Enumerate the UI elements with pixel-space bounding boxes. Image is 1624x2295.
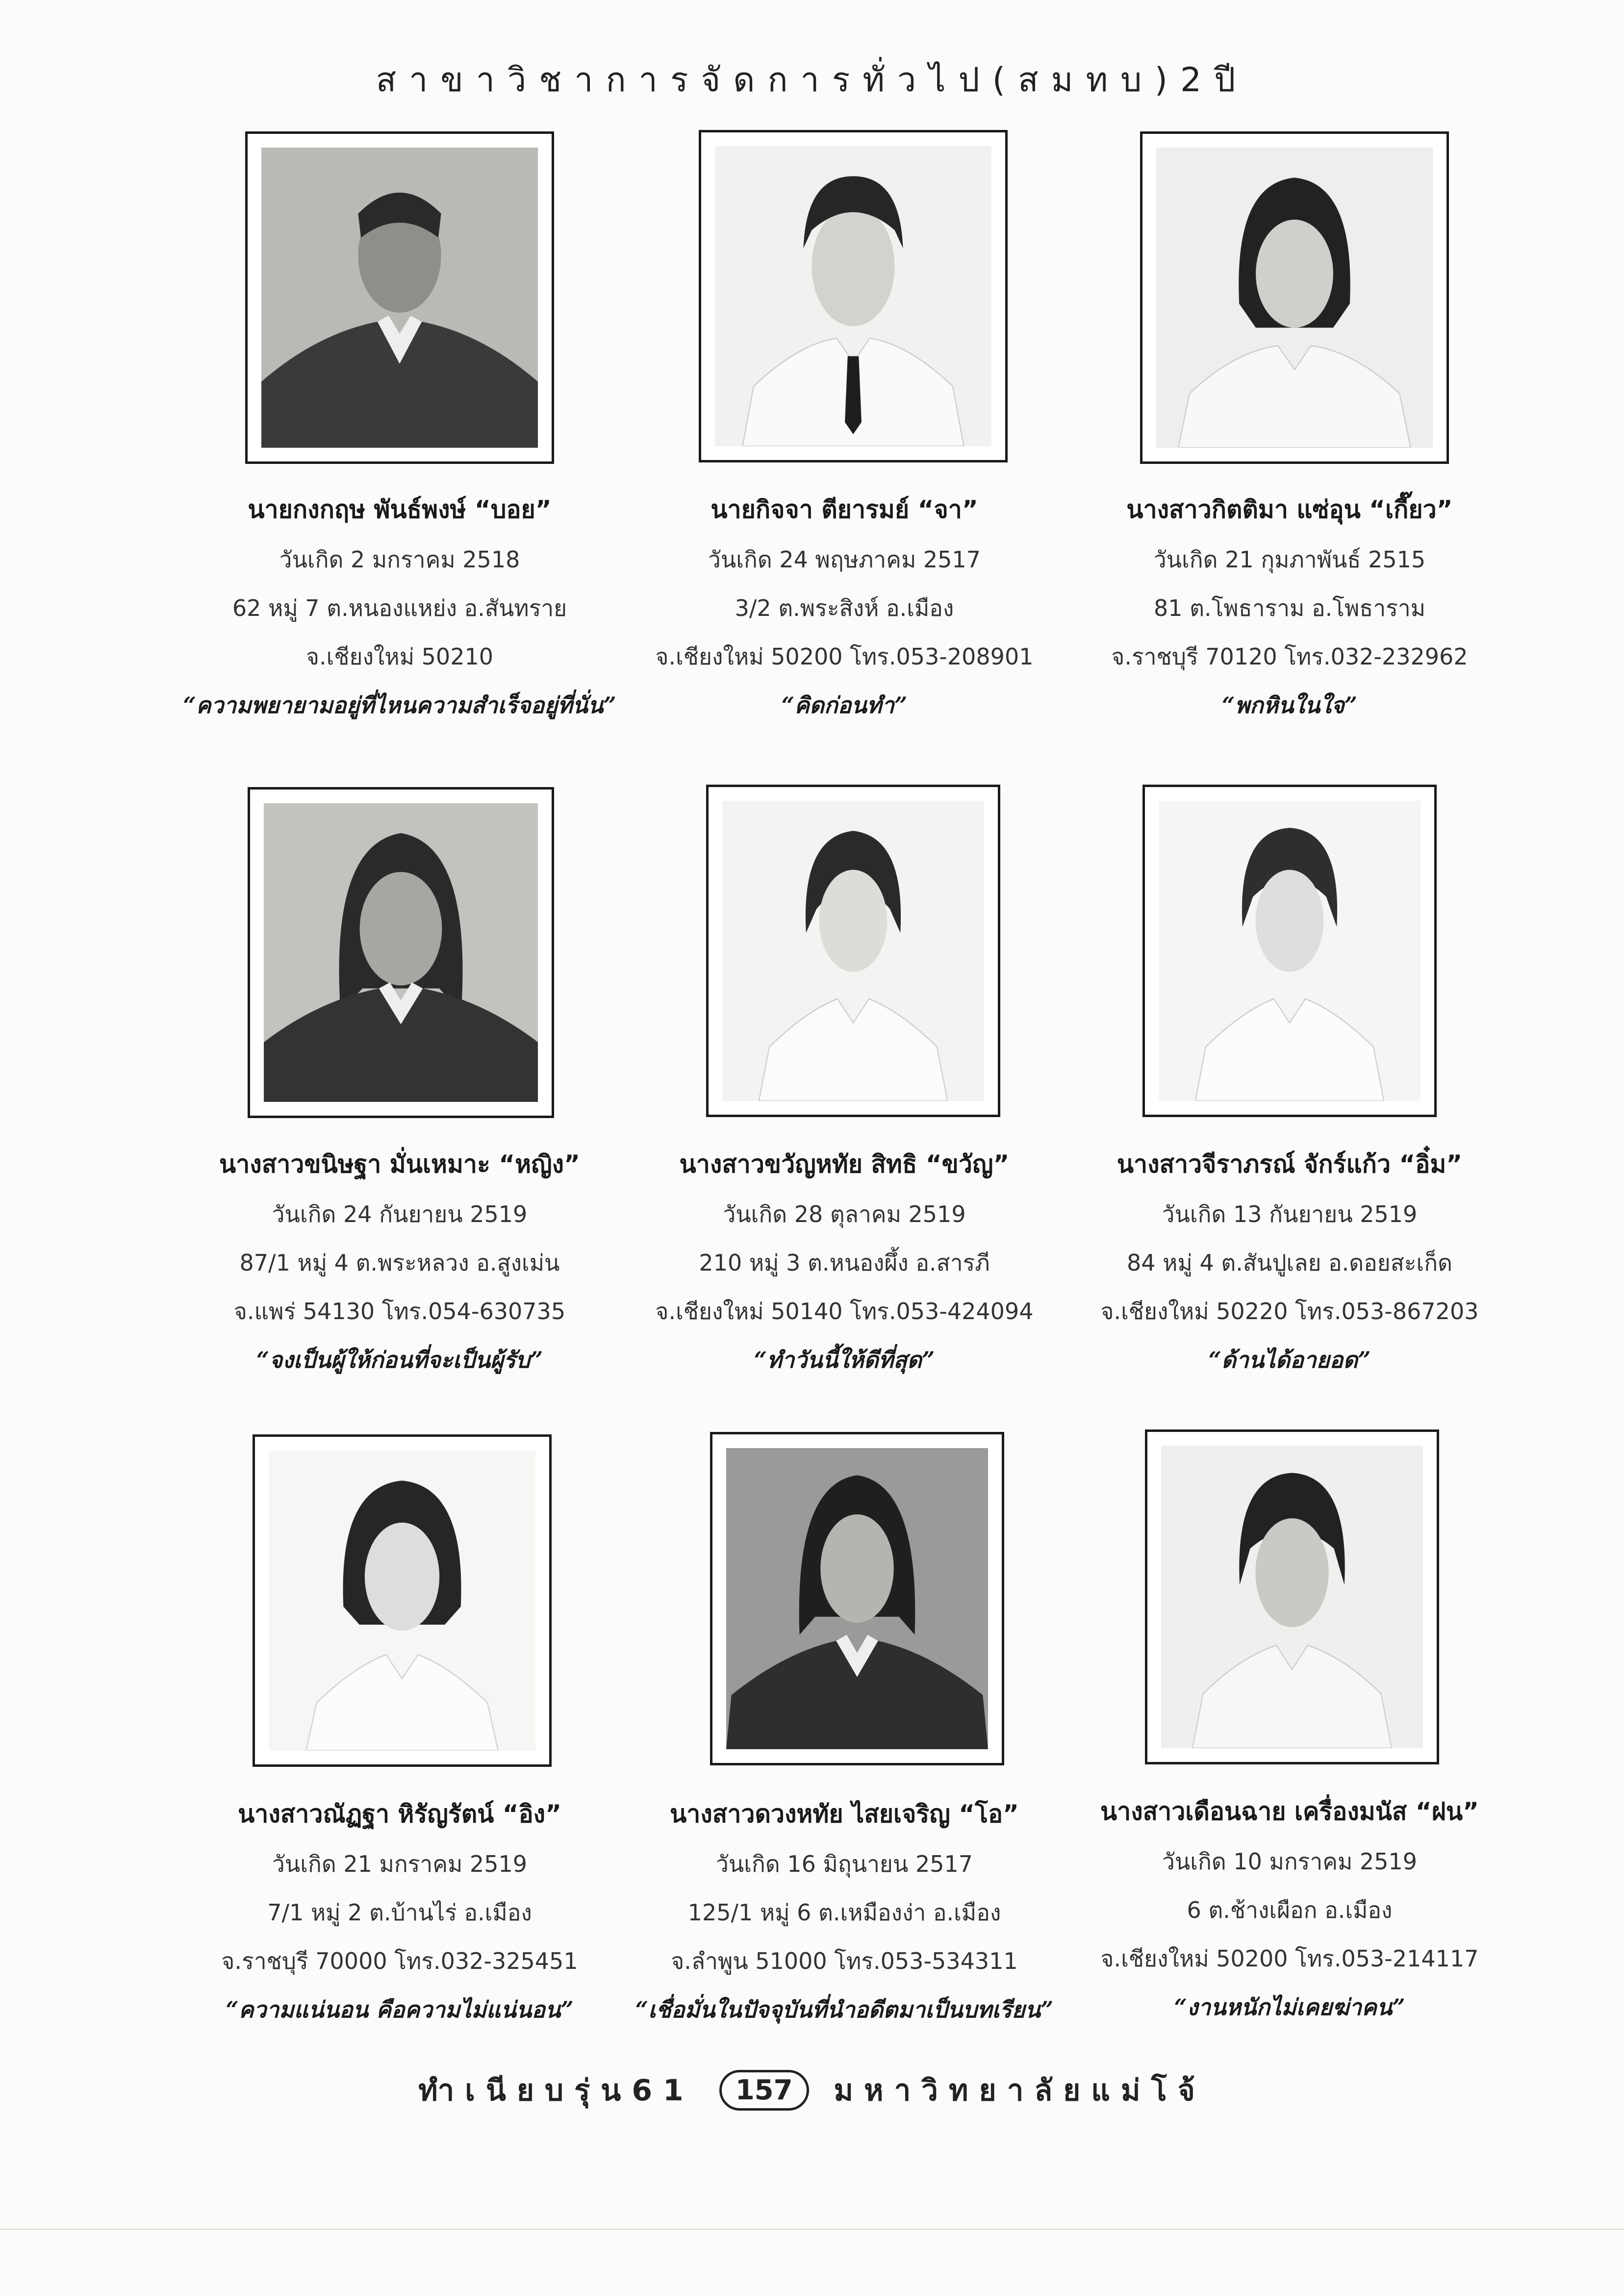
student-motto: “ความพยายามอยู่ที่ไหนความสำเร็จอยู่ที่นั่น” [183, 692, 616, 718]
student-motto: “ความแน่นอน คือความไม่แน่นอน” [226, 1996, 574, 2023]
portrait-uniform [722, 801, 984, 1101]
student-contact: จ.เชียงใหม่ 50210 [306, 643, 493, 670]
student-info [604, 1795, 1085, 2028]
student-photo [706, 785, 1000, 1117]
student-info [159, 1145, 640, 1378]
student-name: นางสาวเดือนฉาย เครื่องมนัส “ฝน” [1100, 1797, 1479, 1826]
portrait-uniform [1159, 801, 1421, 1101]
student-motto: “จงเป็นผู้ให้ก่อนที่จะเป็นผู้รับ” [256, 1347, 543, 1373]
student-address: 84 หมู่ 4 ต.สันปูเลย อ.ดอยสะเก็ด [1127, 1250, 1452, 1276]
portrait-uniform [715, 146, 991, 446]
student-birth: วันเกิด 28 ตุลาคม 2519 [723, 1201, 966, 1227]
student-address: 3/2 ต.พระสิงห์ อ.เมือง [735, 595, 954, 621]
student-photo [248, 787, 554, 1118]
student-name: นายกิจจา ตียารมย์ “จา” [710, 495, 978, 524]
student-birth: วันเกิด 21 มกราคม 2519 [272, 1851, 527, 1877]
student-birth: วันเกิด 2 มกราคม 2518 [279, 546, 520, 573]
student-info [1049, 490, 1530, 723]
student-contact: จ.เชียงใหม่ 50220 โทร.053-867203 [1100, 1298, 1479, 1325]
page-number: 157 [719, 2070, 809, 2111]
student-birth: วันเกิด 13 กันยายน 2519 [1162, 1201, 1418, 1227]
student-name: นายกงกฤษ พันธ์พงษ์ “บอย” [248, 495, 552, 524]
student-motto: “ทำวันนี้ให้ดีที่สุด” [754, 1347, 935, 1373]
bottom-divider [0, 2229, 1624, 2230]
student-motto: “เชื่อมั่นในปัจจุบันที่นำอดีตมาเป็นบทเรียน” [635, 1996, 1054, 2023]
student-address: 6 ต.ช้างเผือก อ.เมือง [1187, 1897, 1393, 1923]
student-contact: จ.ราชบุรี 70120 โทร.032-232962 [1111, 643, 1468, 670]
student-name: นางสาวดวงหทัย ไสยเจริญ “โอ” [670, 1800, 1019, 1828]
student-contact: จ.เชียงใหม่ 50200 โทร.053-208901 [655, 643, 1034, 670]
student-contact: จ.ราชบุรี 70000 โทร.032-325451 [221, 1948, 578, 1974]
student-address: 210 หมู่ 3 ต.หนองผึ้ง อ.สารภี [699, 1250, 990, 1276]
student-info [159, 1795, 640, 2028]
student-name: นางสาวณัฏฐา หิรัญรัตน์ “อิง” [238, 1800, 561, 1828]
portrait-uniform [1156, 148, 1433, 448]
student-info [159, 490, 640, 723]
student-address: 81 ต.โพธาราม อ.โพธาราม [1153, 595, 1426, 621]
student-address: 125/1 หมู่ 6 ต.เหมืองง่า อ.เมือง [687, 1899, 1001, 1926]
footer-university: มหาวิทยาลัยแม่โจ้ [834, 2073, 1206, 2108]
student-motto: “พกหินในใจ” [1221, 692, 1358, 718]
student-photo [253, 1434, 552, 1767]
footer-yearbook-title: ทำเนียบรุ่น61 [418, 2073, 694, 2108]
student-contact: จ.แพร่ 54130 โทร.054-630735 [233, 1298, 566, 1325]
student-name: นางสาวขนิษฐา มั่นเหมาะ “หญิง” [219, 1150, 580, 1178]
student-birth: วันเกิด 24 พฤษภาคม 2517 [708, 546, 981, 573]
student-birth: วันเกิด 16 มิถุนายน 2517 [715, 1851, 973, 1877]
student-info [604, 490, 1085, 723]
student-photo [699, 130, 1008, 462]
student-photo [1145, 1429, 1439, 1764]
student-name: นางสาวจีราภรณ์ จักร์แก้ว “อิ๋ม” [1116, 1150, 1463, 1178]
student-motto: “งานหนักไม่เคยฆ่าคน” [1174, 1994, 1405, 2020]
student-birth: วันเกิด 10 มกราคม 2519 [1162, 1848, 1417, 1875]
student-birth: วันเกิด 24 กันยายน 2519 [272, 1201, 528, 1227]
student-info [1049, 1792, 1530, 2025]
student-photo [1140, 131, 1449, 464]
student-contact: จ.เชียงใหม่ 50200 โทร.053-214117 [1100, 1945, 1479, 1972]
student-contact: จ.ลำพูน 51000 โทร.053-534311 [671, 1948, 1018, 1974]
page-footer [0, 2067, 1624, 2114]
page-title: สาขาวิชาการจัดการทั่วไป(สมทบ)2ปี [376, 61, 1248, 100]
portrait-uniform [1161, 1446, 1423, 1748]
portrait-graduation-gown [264, 803, 538, 1102]
student-photo [1142, 785, 1437, 1117]
student-info [604, 1145, 1085, 1378]
portrait-graduation-gown [726, 1448, 988, 1749]
student-motto: “คิดก่อนทำ” [781, 692, 908, 718]
student-info [1049, 1145, 1530, 1378]
student-address: 7/1 หมู่ 2 ต.บ้านไร่ อ.เมือง [267, 1899, 532, 1926]
student-name: นางสาวกิตติมา แซ่อุน “เกี๊ยว” [1126, 495, 1453, 524]
student-address: 62 หมู่ 7 ต.หนองแหย่ง อ.สันทราย [232, 595, 567, 621]
student-photo [710, 1432, 1004, 1765]
student-address: 87/1 หมู่ 4 ต.พระหลวง อ.สูงเม่น [239, 1250, 560, 1276]
student-photo [245, 131, 554, 464]
portrait-uniform [269, 1451, 535, 1751]
student-contact: จ.เชียงใหม่ 50140 โทร.053-424094 [655, 1298, 1034, 1325]
student-name: นางสาวขวัญหทัย สิทธิ “ขวัญ” [679, 1150, 1010, 1178]
portrait-graduation-gown [261, 148, 538, 448]
student-motto: “ด้านได้อายอด” [1208, 1347, 1371, 1373]
student-birth: วันเกิด 21 กุมภาพันธ์ 2515 [1153, 546, 1426, 573]
